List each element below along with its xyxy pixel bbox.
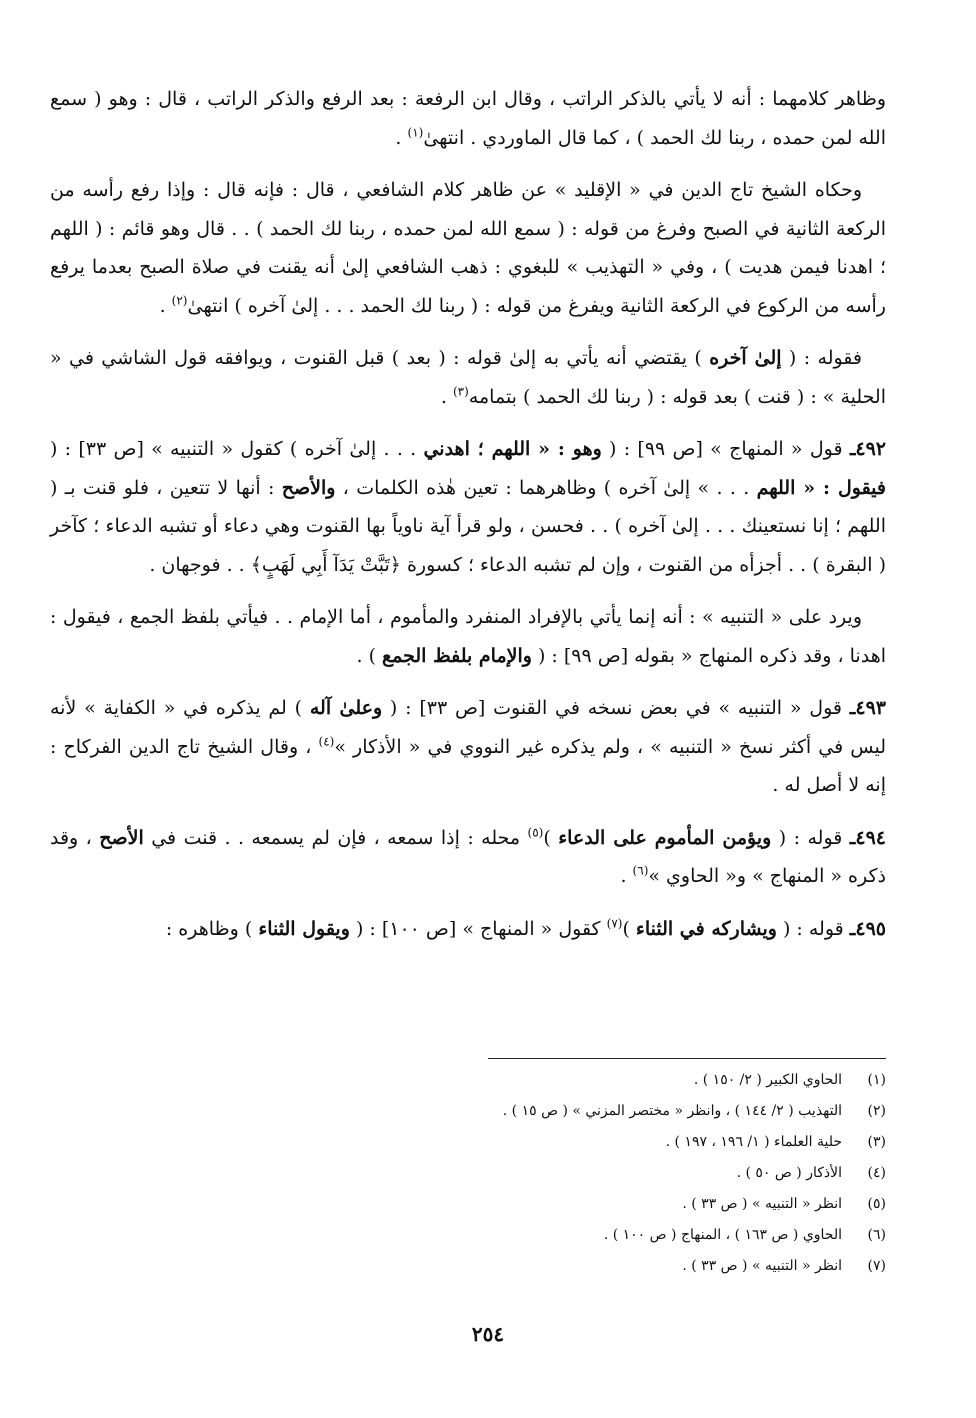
paragraph-text: قوله : ( bbox=[771, 826, 850, 849]
paragraph-3 bbox=[50, 339, 886, 416]
footnote-item bbox=[126, 1258, 886, 1289]
paragraph-text: ) bbox=[543, 826, 559, 849]
footnote-number: (٧) bbox=[867, 1258, 886, 1274]
footnote-text: انظر « التنبيه » ( ص ٣٣ ) . bbox=[682, 1258, 842, 1274]
paragraph-text: وظاهر كلامهما : أنه لا يأتي بالذكر الراتب ، وقال ابن الرفعة : بعد الرفع والذكر الراتب ، قال : وهو ( سمع الله لمن حمده ، ربنا لك الحمد ) ، كما قال الماوردي . انتهىٰ bbox=[50, 88, 886, 149]
footnote-item bbox=[126, 1072, 886, 1103]
paragraph-text: ) وظاهره : bbox=[165, 917, 259, 940]
paragraph-text: ) bbox=[622, 917, 636, 940]
footnote-item bbox=[126, 1103, 886, 1134]
paragraph-4 bbox=[50, 598, 886, 675]
footnote-divider bbox=[488, 1058, 886, 1059]
footnote-number: (٦) bbox=[867, 1227, 886, 1243]
paragraph-text: . . . » إلىٰ آخره ) وظاهرهما : تعين هٰذه الكلمات ، bbox=[335, 476, 757, 499]
bold-phrase: ويقول الثناء bbox=[258, 917, 350, 940]
paragraph-2 bbox=[50, 171, 886, 325]
footnote-item bbox=[126, 1227, 886, 1258]
footnote-item bbox=[126, 1134, 886, 1165]
paragraph-text: . bbox=[620, 865, 633, 887]
footnote-ref[interactable]: (٢) bbox=[171, 293, 188, 308]
bold-phrase: والأصح bbox=[281, 476, 336, 499]
footnote-text: حلية العلماء ( ١/ ١٩٦ ، ١٩٧ ) . bbox=[665, 1134, 842, 1150]
paragraph-text: . bbox=[440, 385, 453, 408]
footnote-number: (٣) bbox=[867, 1134, 886, 1150]
main-text bbox=[50, 80, 886, 962]
paragraph-text: كقول « المنهاج » [ص ١٠٠] : ( bbox=[349, 917, 607, 940]
footnote-ref[interactable]: (٥) bbox=[527, 825, 544, 840]
footnote-text: الأذكار ( ص ٥٠ ) . bbox=[736, 1165, 842, 1181]
paragraph-text: : أنها لا تتعين ، فلو قنت بـ ( اللهم ؛ إنا نستعينك . . . إلىٰ آخره ) . . فحسن ، ولو قرأ آية ناوياً بها القنوت وهي دعاء أو تشبه الدعاء ؛ كآخر ( البقرة ) . . أجزأه من القنوت ، وإن لم تشبه الدعاء ؛ كسورة ﴿تَبَّتْ يَدَآ أَبِي لَهَبٍ﴾ . . فوجهان . bbox=[50, 476, 886, 576]
paragraph-text: . . . إلىٰ آخره ) كقول « التنبيه » [ص ٣٣] : ( bbox=[50, 438, 424, 460]
footnote-text: الحاوي الكبير ( ٢/ ١٥٠ ) . bbox=[693, 1072, 842, 1088]
footnote-text: انظر « التنبيه » ( ص ٣٣ ) . bbox=[682, 1196, 842, 1212]
paragraph-text: ، وقد ذكره « المنهاج » و« الحاوي » bbox=[50, 826, 886, 887]
bold-phrase: وعلىٰ آله bbox=[309, 697, 383, 719]
bold-phrase: ويشاركه في الثناء bbox=[635, 917, 777, 940]
paragraph-1 bbox=[50, 80, 886, 157]
section-number: ٤٩٢ـ bbox=[849, 438, 887, 460]
page-number: ٢٥٤ bbox=[471, 1322, 505, 1346]
bold-phrase: إلىٰ آخره bbox=[709, 347, 782, 369]
bold-phrase: الأصح bbox=[99, 826, 144, 849]
bold-phrase: ويؤمن المأموم على الدعاء bbox=[558, 826, 772, 849]
footnote-text: الحاوي ( ص ١٦٣ ) ، المنهاج ( ص ١٠٠ ) . bbox=[603, 1227, 842, 1243]
footnote-number: (٢) bbox=[867, 1103, 886, 1119]
footnote-item bbox=[126, 1196, 886, 1227]
paragraph-text: وحكاه الشيخ تاج الدين في « الإقليد » عن ظاهر كلام الشافعي ، قال : فإنه قال : وإذا رفع رأسه من الركعة الثانية في الصبح وفرغ من قوله : ( سمع الله لمن حمده ، ربنا لك الحمد ) . . قال وهو قائم : ( اللهم ؛ اهدنا فيمن هديت ) ، وفي « التهذيب » للبغوي : ذهب الشافعي إلىٰ أنه يقنت في صلاة الصبح بعدما يرفع رأسه من الركوع في الركعة الثانية ويفرغ من قوله : ( ربنا لك الحمد . . . إلىٰ آخره ) انتهىٰ bbox=[50, 179, 886, 317]
section-493 bbox=[50, 689, 886, 805]
paragraph-text: ) يقتضي أنه يأتي به إلىٰ قوله : ( بعد ) قبل القنوت ، ويوافقه قول الشاشي في « الحلية » : ( قنت ) بعد قوله : ( ربنا لك الحمد ) بتمامه bbox=[50, 347, 886, 408]
paragraph-text: . bbox=[395, 126, 408, 149]
footnote-text: التهذيب ( ٢/ ١٤٤ ) ، وانظر « مختصر المزني » ( ص ١٥ ) . bbox=[502, 1103, 842, 1119]
footnote-ref[interactable]: (٦) bbox=[632, 863, 649, 878]
footnote-number: (٥) bbox=[867, 1196, 886, 1212]
paragraph-text: محله : إذا سمعه ، فإن لم يسمعه . . قنت في bbox=[143, 826, 528, 849]
paragraph-text: . bbox=[159, 294, 172, 317]
paragraph-text: ويرد على « التنبيه » : أنه إنما يأتي بالإفراد المنفرد والمأموم ، أما الإمام . . فيأتي بلفظ الجمع ، فيقول : اهدنا ، وقد ذكره المنهاج « بقوله [ص ٩٩] : ( bbox=[50, 606, 886, 667]
section-number: ٤٩٣ـ bbox=[849, 697, 886, 719]
bold-phrase: وهو : « اللهم ؛ اهدني bbox=[423, 438, 602, 460]
section-495 bbox=[50, 910, 886, 949]
section-492 bbox=[50, 430, 886, 584]
footnote-ref[interactable]: (١) bbox=[407, 125, 424, 140]
paragraph-text: ، وقال الشيخ تاج الدين الفركاح : إنه لا أصل له . bbox=[50, 735, 886, 796]
bold-phrase: والإمام بلفظ الجمع bbox=[382, 644, 532, 667]
footnote-number: (١) bbox=[867, 1072, 886, 1088]
footnote-ref[interactable]: (٧) bbox=[606, 916, 623, 931]
footnote-ref[interactable]: (٣) bbox=[452, 384, 469, 399]
paragraph-text: قول « المنهاج » [ص ٩٩] : ( bbox=[601, 438, 850, 460]
footnote-item bbox=[126, 1165, 886, 1196]
footnote-ref[interactable]: (٤) bbox=[318, 734, 335, 749]
section-494 bbox=[50, 819, 886, 896]
section-number: ٤٩٤ـ bbox=[849, 826, 886, 849]
paragraph-text: قوله : ( bbox=[776, 917, 850, 940]
bold-phrase: فيقول : « اللهم bbox=[756, 476, 886, 499]
footnotes bbox=[126, 1072, 886, 1289]
paragraph-text: قول « التنبيه » في بعض نسخه في القنوت [ص ٣٣] : ( bbox=[382, 697, 850, 719]
paragraph-text: فقوله : ( bbox=[781, 347, 862, 369]
footnote-number: (٤) bbox=[867, 1165, 886, 1181]
paragraph-text: ) . bbox=[356, 644, 383, 667]
section-number: ٤٩٥ـ bbox=[849, 917, 886, 940]
paragraph-text: ) لم يذكره في « الكفاية » لأنه ليس في أكثر نسخ « التنبيه » ، ولم يذكره غير النووي في « الأذكار » bbox=[50, 697, 887, 758]
